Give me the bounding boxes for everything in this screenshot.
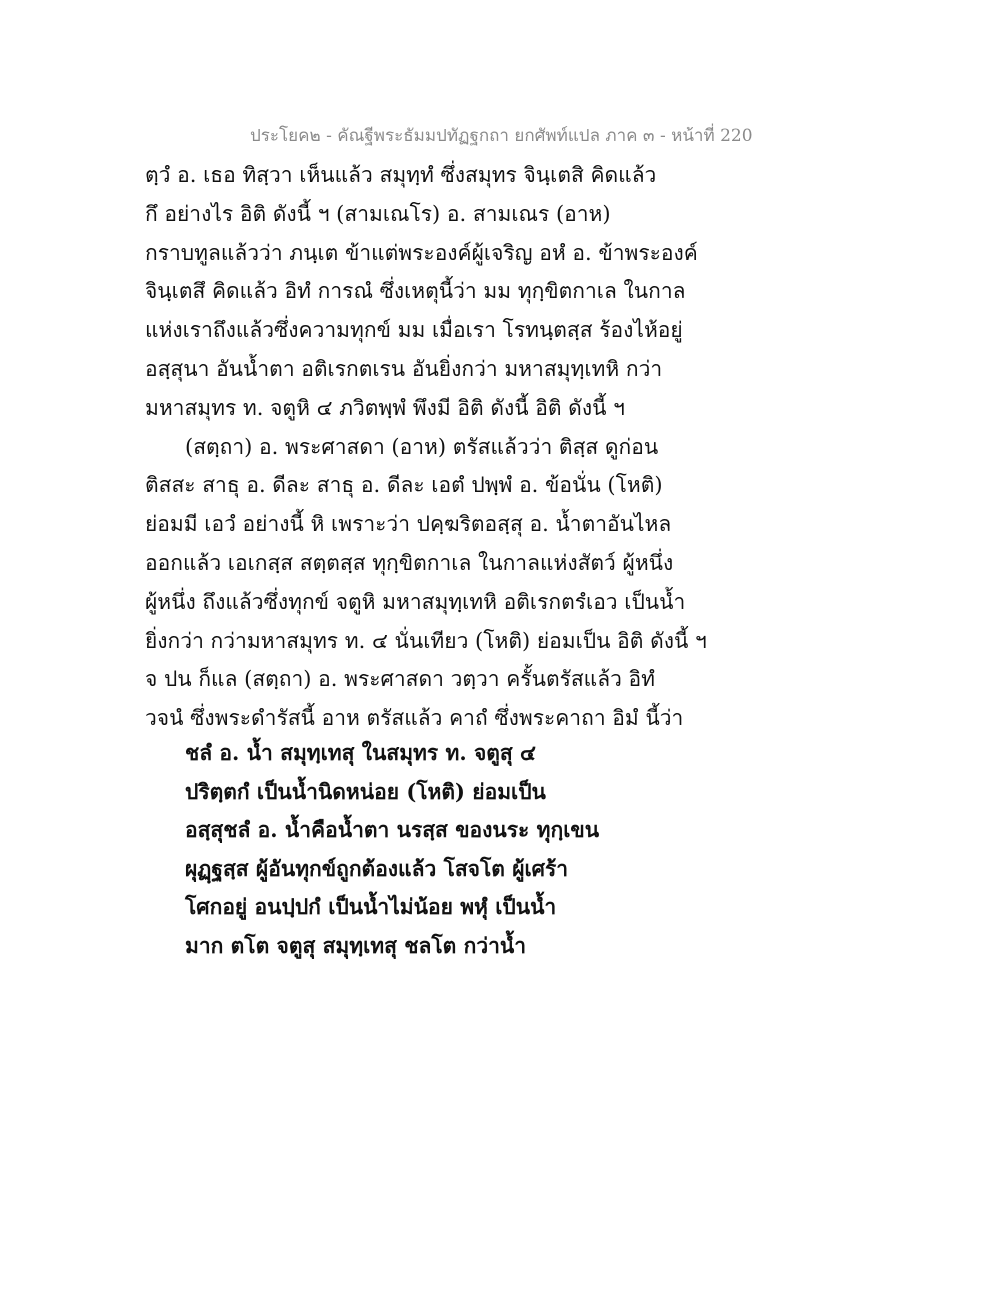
text-line: ติสสะ สาธุ อ. ดีละ สาธุ อ. ดีละ เอตํ ปพฺพํ อ. ข้อนั่น (โหติ)	[145, 473, 663, 498]
text-line: ผู้หนึ่ง ถึงแล้วซึ่งทุกข์ จตูหิ มหาสมุทฺเทหิ อติเรกตรํเอว เป็นน้ำ	[145, 589, 686, 614]
text-line: อสฺสุนา อันน้ำตา อติเรกตเรน อันยิ่งกว่า มหาสมุทฺเทหิ กว่า	[145, 356, 663, 381]
text-line: ย่อมมี เอวํ อย่างนี้ หิ เพราะว่า ปคฺฆริตอสฺสุ อ. น้ำตาอันไหล	[145, 512, 672, 537]
verse-line: มาก ตโต จตูสุ สมุทฺเทสุ ชลโต กว่าน้ำ	[185, 932, 527, 958]
text-line: กึ อย่างไร อิติ ดังนี้ ฯ (สามเณโร) อ. สามเณร (อาห)	[145, 201, 611, 226]
verse-block	[185, 734, 705, 966]
body-text	[145, 156, 705, 738]
text-line: ยิ่งกว่า กว่ามหาสมุทร ท. ๔ นั่นเทียว (โหติ) ย่อมเป็น อิติ ดังนี้ ฯ	[145, 628, 707, 653]
verse-line: โศกอยู่ อนปฺปกํ เป็นน้ำไม่น้อย พหุํ เป็นน้ำ	[185, 894, 557, 920]
verse-line: ผุฏฺฐสฺส ผู้อันทุกข์ถูกต้องแล้ว โสจโต ผู้เศร้า	[185, 855, 569, 881]
verse-line: อสฺสุชลํ อ. น้ำคือน้ำตา นรสฺส ของนระ ทุกฺเขน	[185, 817, 600, 843]
text-line: กราบทูลแล้วว่า ภนฺเต ข้าแต่พระองค์ผู้เจริญ อหํ อ. ข้าพระองค์	[145, 240, 698, 265]
text-line: ตฺวํ อ. เธอ ทิสฺวา เห็นแล้ว สมุทฺทํ ซึ่งสมุทร จินฺเตสิ คิดแล้ว	[145, 163, 657, 187]
text-line: (สตฺถา) อ. พระศาสดา (อาห) ตรัสแล้วว่า ติสฺส ดูก่อน	[185, 434, 659, 459]
text-line: วจนํ ซึ่งพระดำรัสนี้ อาห ตรัสแล้ว คาถํ ซึ่งพระคาถา อิมํ นี้ว่า	[145, 706, 684, 731]
text-line: มหาสมุทร ท. จตูหิ ๔ ภวิตพฺพํ พึงมี อิติ ดังนี้ อิติ ดังนี้ ฯ	[145, 395, 625, 420]
running-header: ประโยค๒ - คัณฐีพระธัมมปทัฏฐกถา ยกศัพท์แปล ภาค ๓ - หน้าที่ 220	[250, 126, 753, 146]
text-line: แห่งเราถึงแล้วซึ่งความทุกข์ มม เมื่อเรา โรทนฺตสฺส ร้องไห้อยู่	[145, 318, 683, 343]
text-line: จ ปน ก็แล (สตฺถา) อ. พระศาสดา วตฺวา ครั้นตรัสแล้ว อิทํ	[145, 667, 655, 692]
verse-line: ชลํ อ. น้ำ สมุทฺเทสุ ในสมุทร ท. จตูสุ ๔	[185, 740, 536, 765]
text-line: ออกแล้ว เอเกสฺส สตฺตสฺส ทุกฺขิตกาเล ในกาลแห่งสัตว์ ผู้หนึ่ง	[145, 550, 674, 575]
text-line: จินฺเตสึ คิดแล้ว อิทํ การณํ ซึ่งเหตุนี้ว่า มม ทุกฺขิตกาเล ในกาล	[145, 279, 686, 304]
verse-line: ปริตฺตกํ เป็นน้ำนิดหน่อย (โหติ) ย่อมเป็น	[185, 778, 546, 804]
